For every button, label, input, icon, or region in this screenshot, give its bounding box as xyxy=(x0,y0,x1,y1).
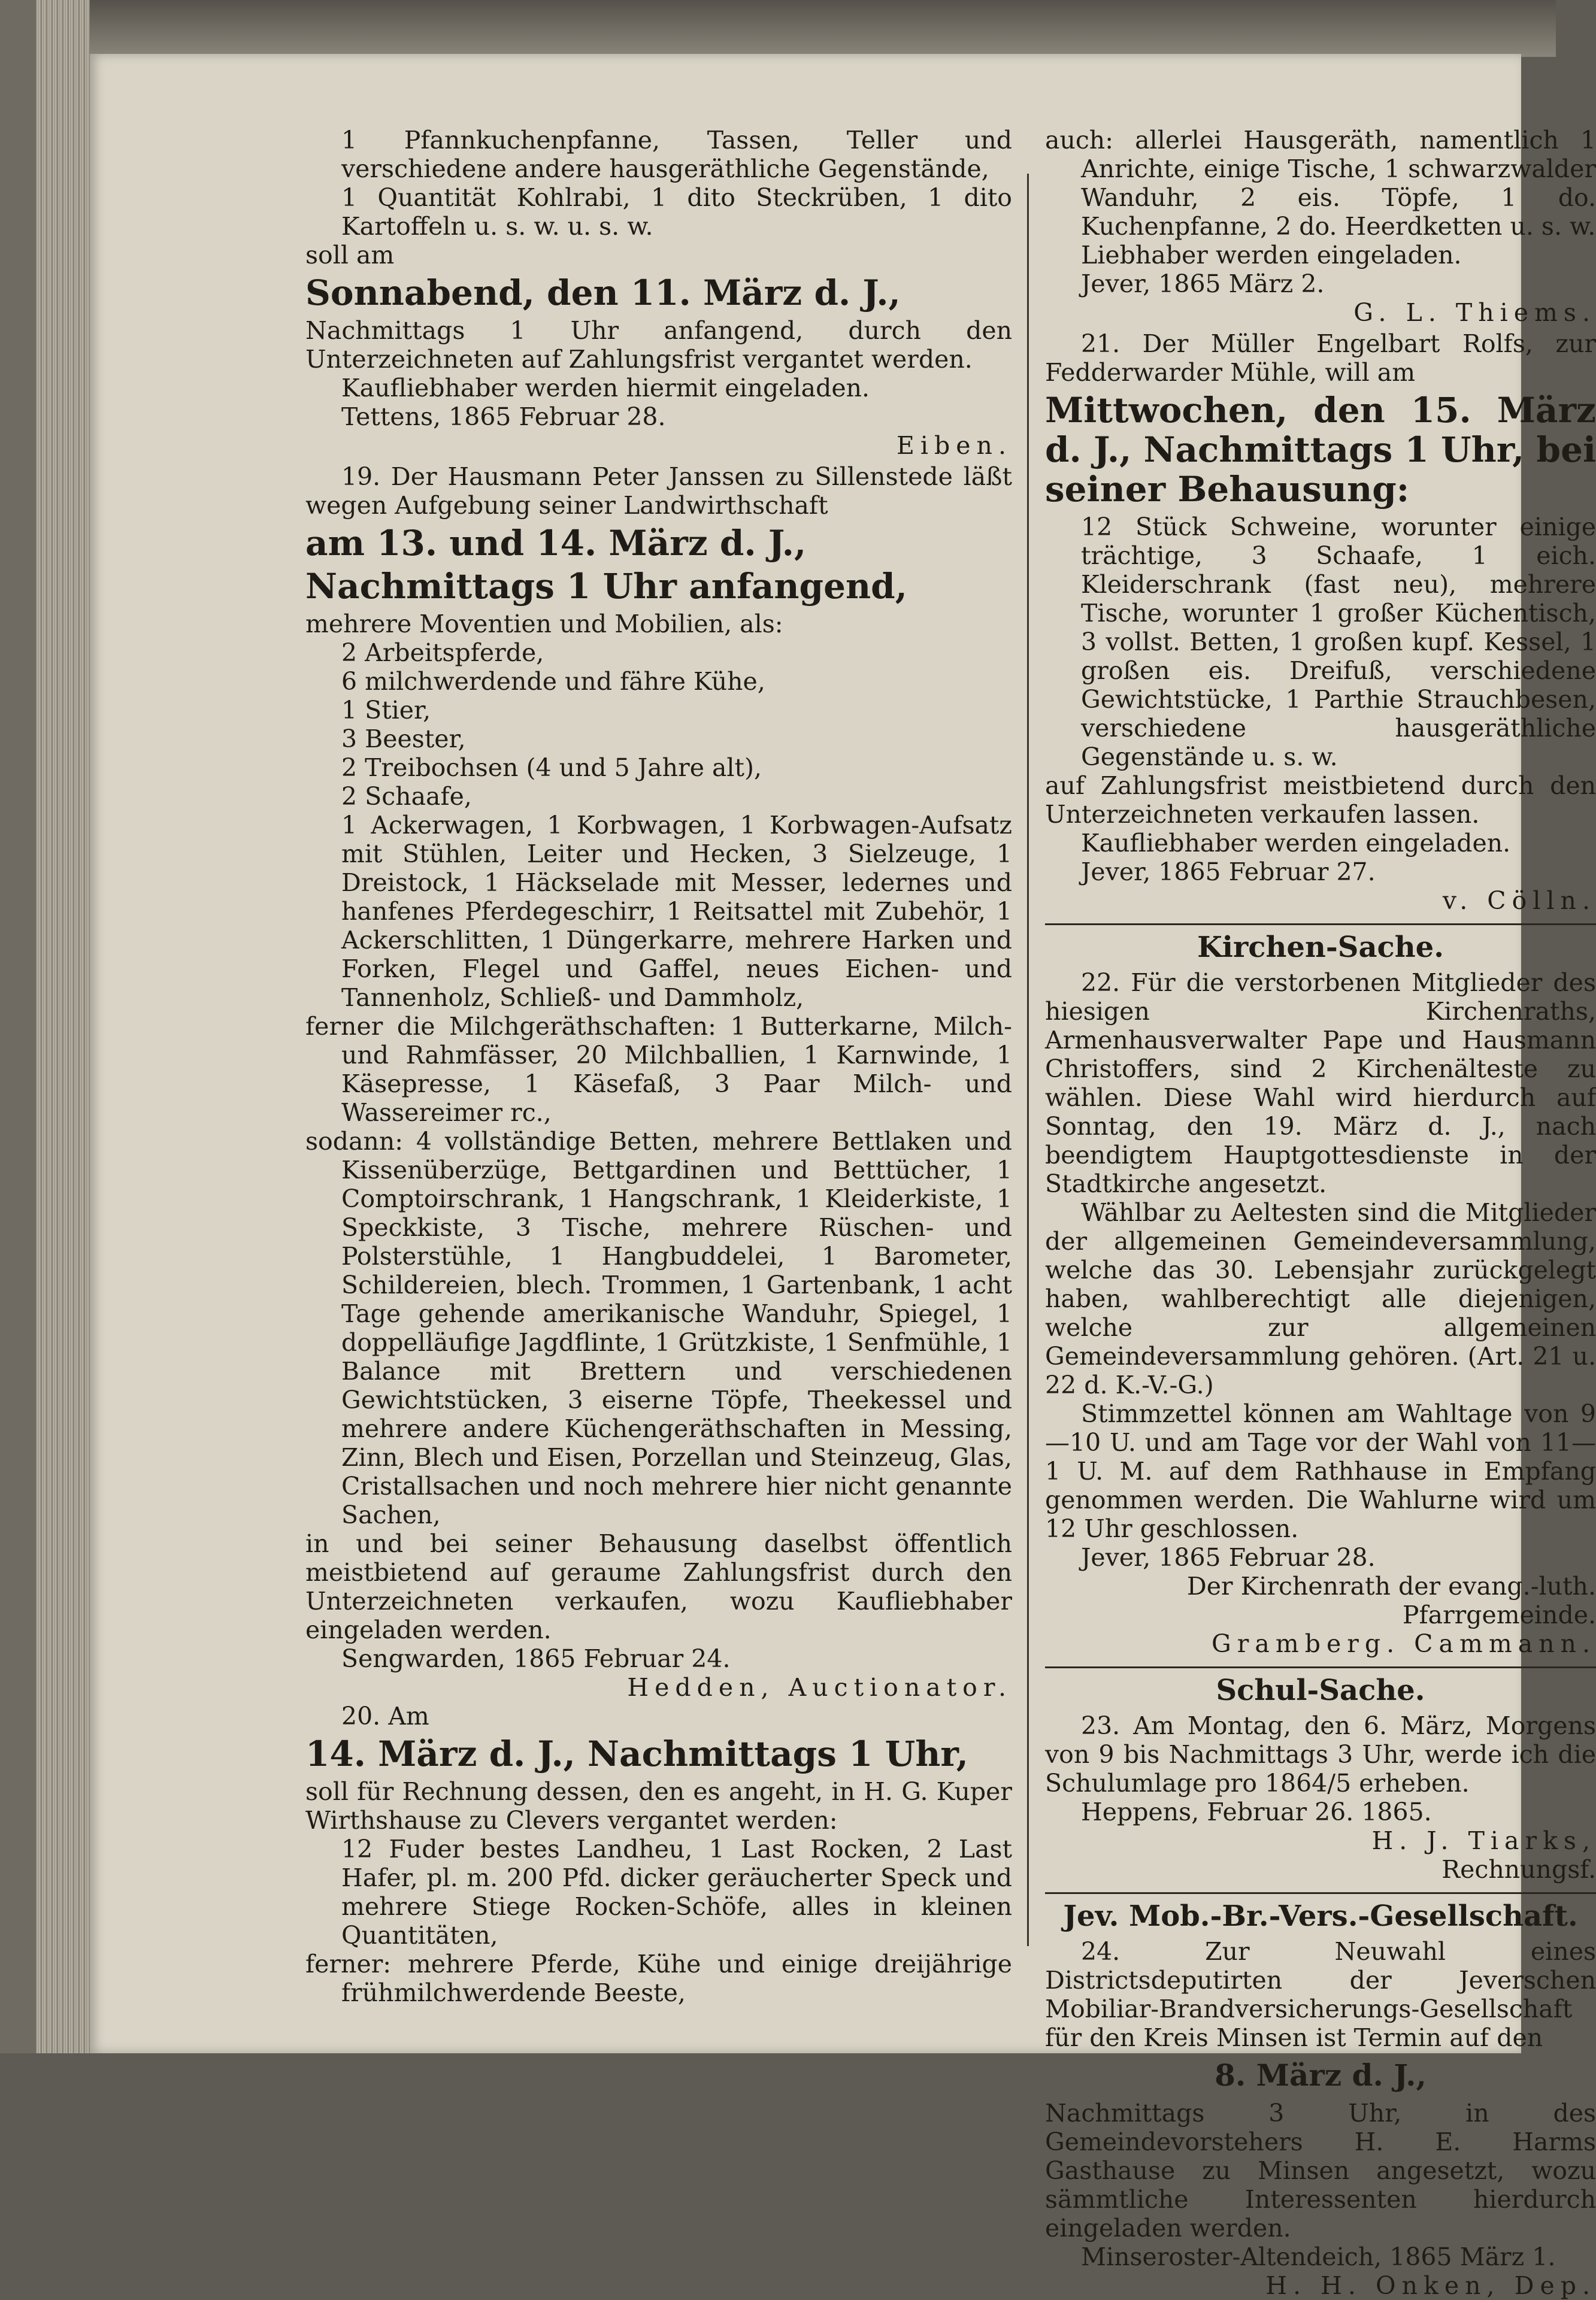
intro-item: 1 Quantität Kohlrabi, 1 dito Steckrüben, 1 dito Kartoffeln u. s. w. u. s. w. xyxy=(341,183,1012,241)
notice-text: sodann: 4 vollständige Betten, mehrere Bettlaken und Kissenüberzüge, Bettgardinen und Betttücher, 1 Comptoirschrank, 1 Hangschrank, 1 Kleiderkiste, 1 Speckkiste, 3 Tische, mehrere Rüschen- und Polsterstühle, 1 Hangbuddelei, 1 Barometer, Schildereien, blech. Trommen, 1 Gartenbank, 1 acht Tage gehende amerikanische Wanduhr, Spiegel, 1 doppelläufige Jagdflinte, 1 Grützkiste, 1 Senfmühle, 1 Balance mit Brettern und verschiedenen Gewichtstücken, 3 eiserne Töpfe, Theekessel und mehrere andere Küchengeräthschaften in Messing, Zinn, Blech und Eisen, Porzellan und Steinzeug, Glas, Cristallsachen und noch mehrere hier nicht genannte Sachen, xyxy=(305,1127,1012,1529)
place-date: Sengwarden, 1865 Februar 24. xyxy=(341,1644,731,1673)
section-title-schul: Schul-Sache. xyxy=(1216,1674,1425,1707)
place-date: Jever, 1865 März 2. xyxy=(1081,269,1325,298)
section-rule xyxy=(1045,923,1596,925)
notice-text: Wählbar zu Aeltesten sind die Mitglieder der allgemeinen Gemeindeversammlung, welche das 30. Lebensjahr zurückgelegt haben, wahlberechtigt alle diejenigen, welche zur allgemeinen Gemeindeversammlung gehören. (Art. 21 u. 22 d. K.-V.-G.) xyxy=(1045,1198,1596,1399)
notice-20-intro: 20. Am xyxy=(341,1702,429,1731)
notice-22-text: 22. Für die verstorbenen Mitglieder des hiesigen Kirchenraths, Armenhausverwalter Pape und Hausmann Christoffers, sind 2 Kirchenälteste zu wählen. Diese Wahl wird hierdurch auf Sonntag, den 19. März d. J., nach beendigtem Hauptgottesdienste in der Stadtkirche angesetzt. xyxy=(1045,968,1596,1198)
signature: Der Kirchenrath der evang.-luth. Pfarrgemeinde. xyxy=(1186,1572,1596,1629)
list-item: 2 Schaafe, xyxy=(341,782,472,811)
place-date: Jever, 1865 Februar 27. xyxy=(1081,857,1376,886)
notice-text: soll für Rechnung dessen, den es angeht, in H. G. Kuper Wirthshause zu Clevers vergantet werden: xyxy=(305,1777,1012,1835)
invitation-text: Kaufliebhaber werden eingeladen. xyxy=(1081,829,1511,857)
signature: Gramberg. Cammann. xyxy=(1212,1629,1596,1658)
auction-date-heading: Mittwochen, den 15. März d. J., Nachmittags 1 Uhr, bei seiner Behausung: xyxy=(1045,390,1596,510)
signature: G. L. Thiems. xyxy=(1353,298,1596,327)
signature: Hedden, Auctionator. xyxy=(627,1673,1012,1702)
soll-am: soll am xyxy=(305,241,395,269)
notice-19-intro: 19. Der Hausmann Peter Janssen zu Sillenstede läßt wegen Aufgebung seiner Landwirthschaft xyxy=(305,462,1012,520)
newspaper-page xyxy=(90,54,1596,2300)
auction-date-heading: 8. März d. J., xyxy=(1215,2057,1427,2093)
signature: Rechnungsf. xyxy=(1441,1855,1596,1884)
place-date: Heppens, Februar 26. 1865. xyxy=(1081,1798,1432,1826)
place-date: Tettens, 1865 Februar 28. xyxy=(341,402,666,431)
notice-text: ferner: mehrere Pferde, Kühe und einige dreijährige frühmilchwerdende Beeste, xyxy=(305,1950,1012,2007)
list-item: 1 Ackerwagen, 1 Korbwagen, 1 Korbwagen-Aufsatz mit Stühlen, Leiter und Hecken, 3 Sielzeuge, 1 Dreistock, 1 Häckselade mit Messer, ledernes und hanfenes Pferdegeschirr, 1 Reitsattel mit Zubehör, 1 Ackerschlitten, 1 Düngerkarre, mehrere Harken und Forken, Flegel und Gaffel, neues Eichen- und Tannenholz, Schließ- und Dammholz, xyxy=(341,811,1012,1012)
auction-date-heading: am 13. und 14. März d. J., xyxy=(305,523,807,563)
notice-text: Nachmittags 3 Uhr, in des Gemeindevorstehers H. E. Harms Gasthause zu Minsen angesetzt, wozu sämmtliche Interessenten hierdurch eingeladen werden. xyxy=(1045,2099,1596,2243)
notice-text: mehrere Moventien und Mobilien, als: xyxy=(305,610,783,638)
intro-item: 1 Pfannkuchenpfanne, Tassen, Teller und verschiedene andere hausgeräthliche Gegenstände, xyxy=(341,126,1012,183)
section-rule xyxy=(1045,1892,1596,1894)
signature: v. Cölln. xyxy=(1442,886,1596,915)
column-divider xyxy=(1027,174,1029,1946)
book-cover-edge xyxy=(0,0,36,2053)
auction-date-heading: Nachmittags 1 Uhr anfangend, xyxy=(305,566,907,607)
list-item: 12 Fuder bestes Landheu, 1 Last Rocken, 2 Last Hafer, pl. m. 200 Pfd. dicker geräucherter Speck und mehrere Stiege Rocken-Schöfe, alles in kleinen Quantitäten, xyxy=(341,1835,1012,1950)
auction-date-heading: Sonnabend, den 11. März d. J., xyxy=(305,272,901,313)
notice-text: auf Zahlungsfrist meistbietend durch den Unterzeichneten verkaufen lassen. xyxy=(1045,771,1596,829)
notice-text: ferner die Milchgeräthschaften: 1 Butterkarne, Milch- und Rahmfässer, 20 Milchballien, 1 Karnwinde, 1 Käsepresse, 1 Käsefaß, 3 Paar Milch- und Wassereimer rc., xyxy=(305,1012,1012,1127)
signature: Eiben. xyxy=(897,431,1012,460)
invitation-text: Liebhaber werden eingeladen. xyxy=(1081,241,1462,269)
list-item: 2 Treibochsen (4 und 5 Jahre alt), xyxy=(341,753,762,782)
notice-text: Nachmittags 1 Uhr anfangend, durch den Unterzeichneten auf Zahlungsfrist vergantet werden. xyxy=(305,316,1012,374)
place-date: Minseroster-Altendeich, 1865 März 1. xyxy=(1081,2243,1556,2271)
signature: H. H. Onken, Dep. xyxy=(1265,2271,1596,2300)
book-top-edge xyxy=(0,0,1556,57)
auction-date-heading: 14. März d. J., Nachmittags 1 Uhr, xyxy=(305,1734,968,1774)
list-item: 6 milchwerdende und fähre Kühe, xyxy=(341,667,765,696)
notice-21-intro: 21. Der Müller Engelbart Rolfs, zur Fedderwarder Mühle, will am xyxy=(1045,329,1596,387)
section-title-kirchen: Kirchen-Sache. xyxy=(1197,931,1444,964)
list-item: 3 Beester, xyxy=(341,725,466,753)
notice-24-text: 24. Zur Neuwahl eines Districtsdeputirten der Jeverschen Mobiliar-Brandversicherungs-Gesellschaft für den Kreis Minsen ist Termin auf den xyxy=(1045,1937,1596,2052)
right-column xyxy=(1045,126,1596,2300)
signature: H. J. Tiarks, xyxy=(1371,1826,1596,1855)
list-item: 2 Arbeitspferde, xyxy=(341,638,544,667)
notice-23-text: 23. Am Montag, den 6. März, Morgens von 9 bis Nachmittags 3 Uhr, werde ich die Schulumlage pro 1864/5 erheben. xyxy=(1045,1711,1596,1798)
left-column xyxy=(305,126,1012,2007)
notice-text: Stimmzettel können am Wahltage von 9—10 U. und am Tage vor der Wahl von 11—1 U. M. auf dem Rathhause in Empfang genommen werden. Die Wahlurne wird um 12 Uhr geschlossen. xyxy=(1045,1399,1596,1543)
list-item: 12 Stück Schweine, worunter einige trächtige, 3 Schaafe, 1 eich. Kleiderschrank (fast neu), mehrere Tische, worunter 1 großer Küchentisch, 3 vollst. Betten, 1 großen kupf. Kessel, 1 großen eis. Dreifuß, verschiedene Gewichtstücke, 1 Parthie Strauchbesen, verschiedene hausgeräthliche Gegenstände u. s. w. xyxy=(1081,513,1596,771)
place-date: Jever, 1865 Februar 28. xyxy=(1081,1543,1376,1572)
section-rule xyxy=(1045,1666,1596,1668)
notice-text: in und bei seiner Behausung daselbst öffentlich meistbietend auf geraume Zahlungsfrist durch den Unterzeichneten verkaufen, wozu Kaufliebhaber eingeladen werden. xyxy=(305,1529,1012,1644)
section-title-jev: Jev. Mob.-Br.-Vers.-Gesellschaft. xyxy=(1063,1899,1578,1933)
list-item: 1 Stier, xyxy=(341,696,431,725)
notice-text: auch: allerlei Hausgeräth, namentlich 1 Anrichte, einige Tische, 1 schwarzwalder Wanduhr, 2 eis. Töpfe, 1 do. Kuchenpfanne, 2 do. Heerdketten u. s. w. xyxy=(1045,126,1596,241)
invitation-text: Kaufliebhaber werden hiermit eingeladen. xyxy=(341,374,870,402)
